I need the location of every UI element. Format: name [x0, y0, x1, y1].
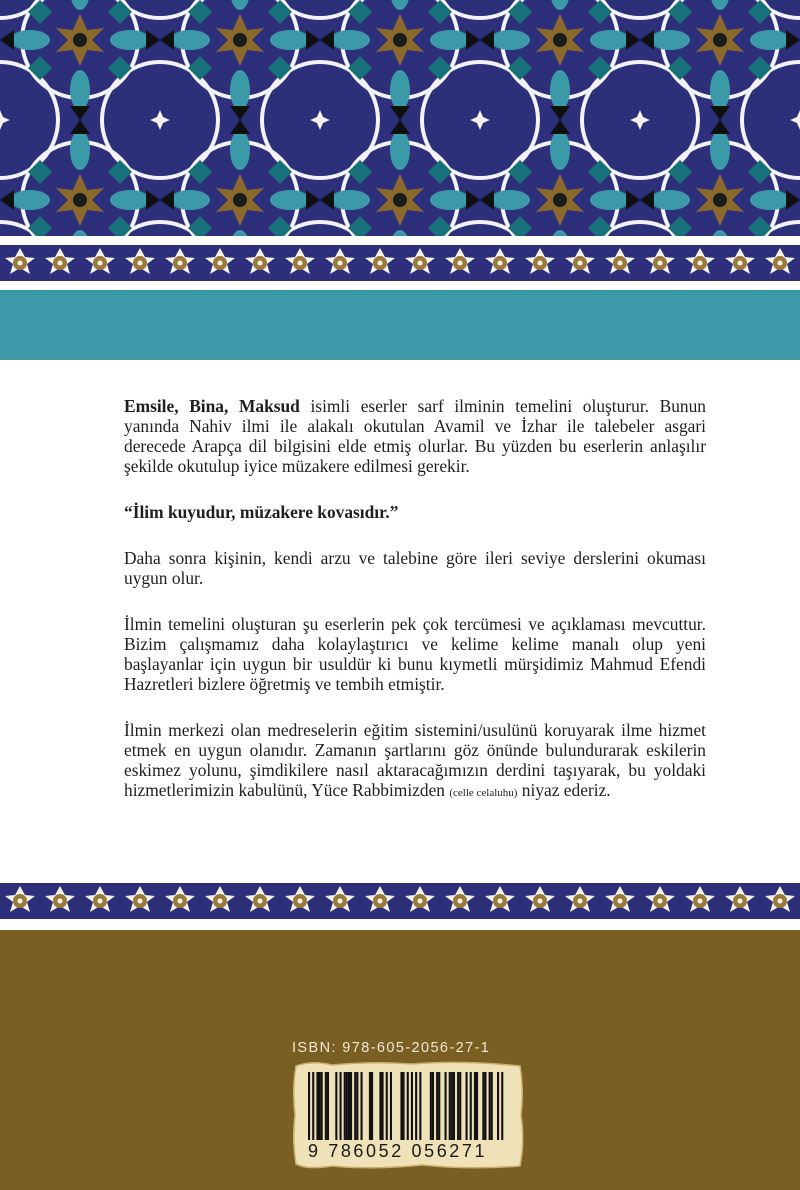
barcode-bar — [497, 1072, 499, 1140]
paragraph-closing-text: İlmin merkezi olan medreselerin eğitim sistemini/usulünü koruyarak ilme hizmet etmek en uygun olanıdır. Zamanın şartlarını göz önünde bulundurarak eskilerin eskimez yolunu, şimdikilere nasıl aktaracağımızın derdini taşıyarak, bu yoldaki hizmetlerimizin kabulünü, Yüce Rabbimizden — [124, 720, 706, 800]
paragraph-intro-text: isimli eserler sarf ilminin temelini oluşturur. Bunun yanında Nahiv ilmi ile alakalı okutulan Avamil ve İzhar ile talebeler asgari derecede Arapça dil bilgisini elde etmiş olurlar. Bu yüzden bu eserlerin anlaşılır şekilde okutulup iyice müzakere edilmesi gerekir. — [124, 396, 706, 476]
barcode-bar — [411, 1072, 413, 1140]
barcode-bar — [466, 1072, 468, 1140]
barcode-bar — [484, 1072, 486, 1140]
barcode-bar — [451, 1072, 453, 1140]
barcode-bar — [321, 1072, 323, 1140]
teal-band — [0, 290, 800, 360]
barcode-digits: 9 786052 056271 — [308, 1141, 488, 1161]
barcode-bar — [457, 1072, 459, 1140]
barcode-bar — [449, 1072, 451, 1140]
upper-border-graphic — [0, 240, 800, 286]
barcode-bar — [379, 1072, 381, 1140]
barcode-bar — [346, 1072, 348, 1140]
tile-pattern-graphic — [0, 0, 800, 236]
lower-border-graphic — [0, 878, 800, 924]
barcode-bar — [445, 1072, 447, 1140]
barcode-bar — [474, 1072, 476, 1140]
barcode-bar — [348, 1072, 350, 1140]
paragraph-method: İlmin temelini oluşturan şu eserlerin pek çok tercümesi ve açıklaması mevcuttur. Bizim çalışmamız daha kolaylaştırıcı ve kelime kelime manalı olup yeni başlayanlar için uygun bir usuldür ki bunu kıymetli mürşidimiz Mahmud Efendi Hazretleri bizlere öğretmiş ve tembih etmiştir. — [124, 614, 706, 694]
paragraph-closing-end: niyaz ederiz. — [517, 780, 611, 800]
upper-ornament-border — [0, 240, 800, 286]
barcode-bar — [356, 1072, 358, 1140]
barcode-bar — [459, 1072, 461, 1140]
barcode-bar — [340, 1072, 342, 1140]
barcode-bar — [476, 1072, 478, 1140]
barcode-bar — [361, 1072, 363, 1140]
barcode-bar — [419, 1072, 421, 1140]
barcode-bar — [312, 1072, 314, 1140]
barcode-bar — [432, 1072, 434, 1140]
barcode-bar — [382, 1072, 384, 1140]
paragraph-intro — [124, 396, 706, 476]
barcode-bar — [308, 1072, 310, 1140]
barcode-bar — [369, 1072, 371, 1140]
barcode-bar — [482, 1072, 484, 1140]
barcode-bar — [407, 1072, 409, 1140]
barcode-bar — [344, 1072, 346, 1140]
barcode-bar — [438, 1072, 440, 1140]
barcode-bar — [319, 1072, 321, 1140]
isbn-label: ISBN: 978-605-2056-27-1 — [292, 1040, 491, 1056]
top-tile-artwork — [0, 0, 800, 236]
barcode-bar — [403, 1072, 405, 1140]
barcode-bar — [335, 1072, 337, 1140]
barcode-bar — [354, 1072, 356, 1140]
barcode-bar — [325, 1072, 327, 1140]
barcode-bar — [350, 1072, 352, 1140]
paragraph-closing — [124, 720, 706, 803]
barcode-bar — [415, 1072, 417, 1140]
paragraph-advanced: Daha sonra kişinin, kendi arzu ve talebine göre ileri seviye derslerini okuması uygun olur. — [124, 548, 706, 588]
barcode-bar — [316, 1072, 318, 1140]
back-cover-text — [124, 396, 706, 803]
barcode-bar — [386, 1072, 388, 1140]
barcode-bar — [430, 1072, 432, 1140]
barcode-bar — [489, 1072, 491, 1140]
quote: “İlim kuyudur, müzakere kovasıdır.” — [124, 502, 399, 522]
barcode-bar — [501, 1072, 503, 1140]
book-titles: Emsile, Bina, Maksud — [124, 396, 300, 416]
barcode-bar — [327, 1072, 329, 1140]
barcode-bar — [453, 1072, 455, 1140]
honorific: (celle celaluhu) — [449, 787, 518, 799]
lower-ornament-border — [0, 878, 800, 924]
barcode-bar — [436, 1072, 438, 1140]
barcode-bar — [491, 1072, 493, 1140]
barcode-bar — [371, 1072, 373, 1140]
barcode-bar — [400, 1072, 402, 1140]
barcode-bar — [390, 1072, 392, 1140]
barcode-bar — [470, 1072, 472, 1140]
